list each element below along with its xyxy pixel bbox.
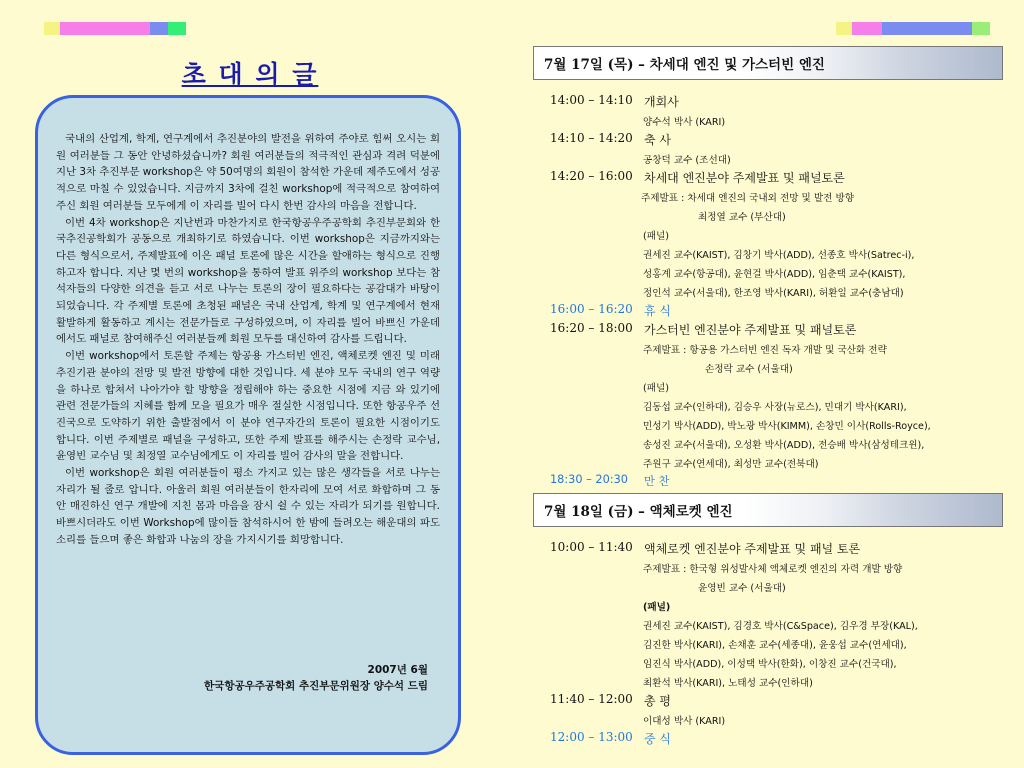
session-detail-text: 최환석 박사(KARI), 노태성 교수(인하대) — [643, 678, 813, 689]
session-detail — [530, 357, 1010, 376]
day1-schedule — [530, 91, 1010, 490]
session-detail-text: 양수석 박사 (KARI) — [643, 117, 726, 128]
session-time: 14:00 – 14:10 — [550, 93, 633, 107]
session-time: 14:10 – 14:20 — [550, 131, 633, 145]
session-detail — [530, 205, 1010, 224]
session-title: 중 식 — [644, 732, 671, 746]
session-detail — [530, 262, 1010, 281]
session-detail — [530, 281, 1010, 300]
schedule-session — [530, 91, 1010, 110]
session-detail-text: (패널) — [643, 602, 671, 613]
session-title: 총 평 — [644, 694, 671, 708]
session-detail-text: 송성진 교수(서울대), 오성환 박사(ADD), 전승배 박사(삼성테크윈), — [643, 440, 925, 451]
session-detail — [530, 338, 1010, 357]
session-detail-text: (패널) — [643, 383, 670, 394]
session-detail — [530, 614, 1010, 633]
session-detail — [530, 576, 1010, 595]
decorative-color-bar-right — [836, 22, 990, 35]
invitation-title: 초 대 의 글 — [181, 60, 319, 89]
session-detail-text: 주원구 교수(연세대), 최성만 교수(전북대) — [643, 459, 819, 470]
letter-paragraph: 이번 workshop에서 토론할 주제는 항공용 가스터빈 엔진, 액체로켓 엔진 및 미래 추진기관 분야의 전망 및 발전 방향에 대한 것입니다. 세 분야 모두 국내의 연구 역량을 하나로 합쳐서 나아가야 할 방향을 정립해야 하는 중요한 시점에 지금 와 있기에 관련 전문가들의 지혜를 함께 모을 필요가 매우 절실한 시점입니다. 또한 항공우주 선진국으로 도약하기 위한 출발점에서 이 분야 연구자간의 토론이 필요한 시점이기도 합니다. 이번 주제별로 패널을 구성하고, 또한 주제 발표를 해주시는 손정락 교수님, 윤영빈 교수님 및 최정열 교수님에게도 이 자리를 빌어 감사의 말을 전합니다. — [56, 350, 440, 463]
session-detail — [530, 110, 1010, 129]
session-detail — [530, 671, 1010, 690]
session-detail — [530, 395, 1010, 414]
session-title: 휴 식 — [644, 304, 671, 318]
color-segment — [912, 22, 942, 35]
session-detail-text: 주제발표 : 차세대 엔진의 국내외 전망 및 발전 방향 — [641, 193, 854, 204]
session-detail — [530, 595, 1010, 614]
session-detail — [530, 633, 1010, 652]
color-segment — [60, 22, 90, 35]
color-segment — [150, 22, 168, 35]
session-detail — [530, 433, 1010, 452]
day1-header-title: 7월 17일 (목) – 차세대 엔진 및 가스터빈 엔진 — [544, 57, 825, 73]
session-time: 16:00 – 16:20 — [550, 302, 633, 316]
session-detail — [530, 557, 1010, 576]
session-detail — [530, 709, 1010, 728]
session-detail-text: 윤영빈 교수 (서울대) — [698, 583, 786, 594]
session-detail-text: 공창덕 교수 (조선대) — [643, 155, 731, 166]
schedule-session — [530, 129, 1010, 148]
session-detail — [530, 376, 1010, 395]
day2-schedule — [530, 538, 1010, 747]
schedule-session — [530, 728, 1010, 747]
session-time: 12:00 – 13:00 — [550, 730, 633, 744]
letter-date: 2007년 6월 — [367, 664, 428, 676]
invitation-letter-box — [35, 95, 461, 755]
schedule-session — [530, 167, 1010, 186]
session-title: 만 찬 — [644, 475, 670, 488]
session-title: 개회사 — [644, 95, 679, 109]
color-segment — [90, 22, 120, 35]
session-detail-text: 김진한 박사(KARI), 손채훈 교수(세종대), 윤웅섭 교수(연세대), — [643, 640, 907, 651]
session-detail — [530, 452, 1010, 471]
schedule-session — [530, 471, 1010, 490]
schedule-session — [530, 690, 1010, 709]
session-title: 차세대 엔진분야 주제발표 및 패널토론 — [644, 171, 845, 185]
invitation-letter-body — [56, 131, 440, 549]
session-detail — [530, 224, 1010, 243]
color-segment — [168, 22, 186, 35]
letter-signature: 한국항공우주공학회 추진부문위원장 양수석 드림 — [204, 680, 428, 692]
color-segment — [852, 22, 882, 35]
session-detail — [530, 186, 1010, 205]
session-detail-text: 권세진 교수(KAIST), 김경호 박사(C&Space), 김우경 부장(KAL), — [643, 621, 918, 632]
day2-header-title: 7월 18일 (금) – 액체로켓 엔진 — [544, 504, 733, 520]
session-detail — [530, 652, 1010, 671]
color-segment — [120, 22, 150, 35]
color-segment — [836, 22, 852, 35]
letter-paragraph: 국내의 산업계, 학계, 연구계에서 추진분야의 발전을 위하여 주야로 힘써 오시는 회원 여러분들 그 동안 안녕하셨습니까? 회원 여러분들의 적극적인 관심과 격려 덕분에 지난 3차 추진부문 workshop은 약 50여명의 회원이 참석한 가운데 제주도에서 성공적으로 마칠 수 있었습니다. 지금까지 3차에 걸친 workshop에 적극적으로 참여하여 주신 회원 여러분들 모두에게 이 자리를 빌어 다시 한번 감사의 마음을 전합니다. — [56, 133, 441, 212]
session-detail — [530, 243, 1010, 262]
letter-paragraph: 이번 workshop은 회원 여러분들이 평소 가지고 있는 많은 생각들을 서로 나누는 자리가 될 줄로 압니다. 아울러 회원 여러분들이 한자리에 모여 서로 화합하며 그 동안 매진하신 연구 개발에 지친 몸과 마음을 잠시 쉴 수 있는 자리가 되기를 원합니다. 바쁘시더라도 이번 Workshop에 많이들 참석하시어 한 밤에 들려오는 해운대의 파도소리를 들으며 좋은 화합과 나눔의 장을 가지시기를 희망합니다. — [56, 467, 440, 546]
session-detail-text: 임진식 박사(ADD), 이성택 박사(한화), 이창진 교수(건국대), — [643, 659, 897, 670]
session-time: 11:40 – 12:00 — [550, 692, 633, 706]
schedule-session — [530, 300, 1010, 319]
color-segment — [972, 22, 990, 35]
session-time: 16:20 – 18:00 — [550, 321, 633, 335]
decorative-color-bar-left — [44, 22, 186, 35]
session-title: 액체로켓 엔진분야 주제발표 및 패널 토론 — [644, 542, 861, 556]
session-detail-text: 정인석 교수(서울대), 한조영 박사(KARI), 허환일 교수(충남대) — [643, 288, 904, 299]
color-segment — [44, 22, 60, 35]
session-detail-text: 성홍계 교수(항공대), 윤현걸 박사(ADD), 임춘택 교수(KAIST), — [643, 269, 906, 280]
session-detail-text: 김동섭 교수(인하대), 김승우 사장(뉴로스), 민대기 박사(KARI), — [643, 402, 907, 413]
session-title: 가스터빈 엔진분야 주제발표 및 패널토론 — [644, 323, 857, 337]
session-detail — [530, 148, 1010, 167]
day1-header — [533, 46, 1003, 80]
session-title: 축 사 — [644, 133, 671, 147]
session-detail — [530, 414, 1010, 433]
session-detail-text: 민성기 박사(ADD), 박노광 박사(KIMM), 손창민 이사(Rolls-Royce), — [643, 421, 931, 432]
session-detail-text: 최정열 교수 (부산대) — [698, 212, 786, 223]
schedule-session — [530, 538, 1010, 557]
day2-header — [533, 493, 1003, 527]
session-time: 18:30 – 20:30 — [550, 473, 628, 486]
session-detail-text: 이대성 박사 (KARI) — [643, 716, 726, 727]
session-detail-text: 권세진 교수(KAIST), 김창기 박사(ADD), 선종호 박사(Satrec-i), — [643, 250, 915, 261]
session-detail-text: 손정락 교수 (서울대) — [705, 364, 793, 375]
schedule-session — [530, 319, 1010, 338]
session-detail-text: (패널) — [643, 231, 670, 242]
session-detail-text: 주제발표 : 한국형 위성발사체 액체로켓 엔진의 자력 개발 방향 — [643, 564, 903, 575]
letter-signature-block — [204, 662, 428, 694]
color-segment — [942, 22, 972, 35]
session-time: 10:00 – 11:40 — [550, 540, 633, 554]
session-detail-text: 주제발표 : 항공용 가스터빈 엔진 독자 개발 및 국산화 전략 — [643, 345, 887, 356]
session-time: 14:20 – 16:00 — [550, 169, 633, 183]
color-segment — [882, 22, 912, 35]
letter-paragraph: 이번 4차 workshop은 지난번과 마찬가지로 한국항공우주공학회 추진부문회와 한국추진공학회가 공동으로 개최하기로 하였습니다. 이번 workshop은 지금까지와는 다른 형식으로서, 주제발표에 이은 패널 토론에 많은 시간을 할애하는 형식으로 진행하고자 합니다. 지난 몇 번의 workshop을 통하여 발표 위주의 workshop 보다는 참석자들의 다양한 의견을 듣고 서로 나누는 토론의 장이 필요하다는 공감대가 바탕이 되었습니다. 각 주제별 토론에 초청된 패널은 국내 산업계, 학계 및 연구계에서 현재 활발하게 활동하고 계시는 전문가들로 구성하였으며, 이 자리를 빌어 바쁘신 가운데에서도 패널로 참여해주신 여러분들께 회원 모두를 대신하여 감사를 드립니다. — [56, 216, 440, 346]
